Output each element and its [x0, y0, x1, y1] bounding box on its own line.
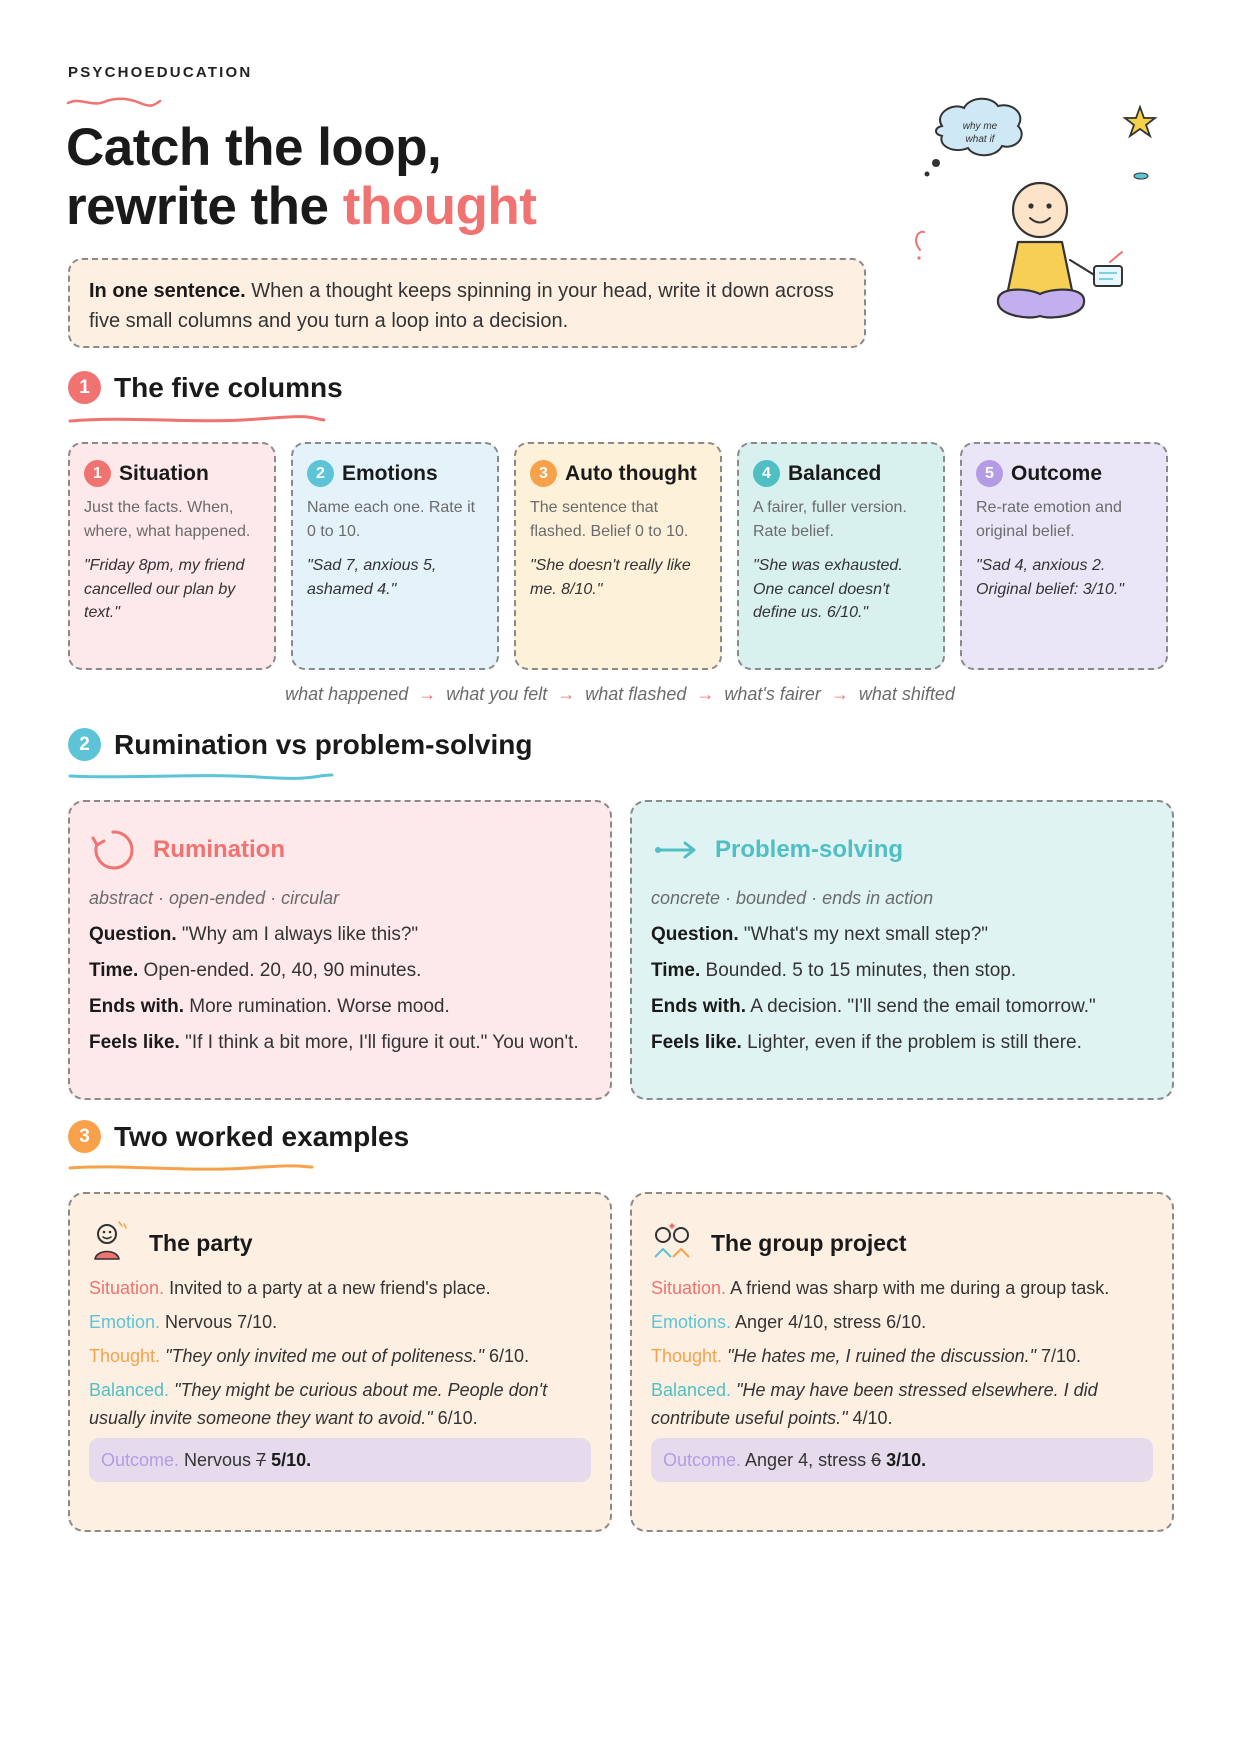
- two-people-icon: [651, 1219, 693, 1267]
- thought-cloud-icon: [936, 99, 1022, 156]
- column-2-description: Name each one. Rate it 0 to 10.: [307, 499, 476, 540]
- section-3-title: Two worked examples: [114, 1120, 410, 1152]
- star-icon: [1125, 107, 1155, 136]
- problem-solving-ends-with: Ends with. A decision. "I'll send the email tomorrow.": [651, 996, 1096, 1017]
- column-5-number: 5: [976, 460, 1003, 487]
- column-4-example: "She was exhausted. One cancel doesn't define us. 6/10.": [753, 557, 903, 621]
- arrow-right-icon: →: [830, 684, 849, 704]
- example-1-title: The party: [149, 1229, 253, 1256]
- arrow-right-icon: →: [557, 684, 576, 704]
- title-accent: thought: [342, 177, 537, 236]
- section-2-underline: [68, 770, 338, 782]
- rumination-time: Time. Open-ended. 20, 40, 90 minutes.: [89, 960, 422, 981]
- example-2-title: The group project: [711, 1229, 907, 1256]
- example-1-outcome: Outcome. Nervous 7 5/10.: [89, 1438, 591, 1482]
- section-1-underline: [68, 414, 328, 426]
- bubble-line-1: why me: [962, 121, 998, 132]
- title-line-2: [66, 177, 536, 236]
- summary-box: [68, 258, 866, 348]
- section-3-underline: [68, 1162, 318, 1174]
- column-3-number: 3: [530, 460, 557, 487]
- section-2-number: 2: [68, 728, 101, 761]
- example-1-situation: Situation. Invited to a party at a new friend's place.: [89, 1278, 491, 1298]
- flow-step: what shifted: [858, 684, 955, 704]
- rumination-question: Question. "Why am I always like this?": [89, 924, 419, 945]
- column-2-example: "Sad 7, anxious 5, ashamed 4.": [307, 557, 437, 598]
- rumination-subtitle: abstract · open-ended · circular: [89, 888, 340, 908]
- column-4-number: 4: [753, 460, 780, 487]
- person-figure: [998, 183, 1122, 317]
- column-1-description: Just the facts. When, where, what happened.: [84, 499, 251, 540]
- problem-solving-feels-like: Feels like. Lighter, even if the problem is still there.: [651, 1032, 1082, 1053]
- flow-step: what happened: [285, 684, 409, 704]
- example-1-emotion: Emotion. Nervous 7/10.: [89, 1312, 278, 1332]
- rumination-feels-like: Feels like. "If I think a bit more, I'll figure it out." You won't.: [89, 1032, 579, 1053]
- rumination-card: [68, 800, 612, 1100]
- section-1-title: The five columns: [114, 371, 343, 403]
- section-1-number: 1: [68, 371, 101, 404]
- flow-step: what you felt: [446, 684, 548, 704]
- column-5-title: Outcome: [1011, 461, 1103, 485]
- example-party-card: [68, 1192, 612, 1532]
- example-1-balanced: Balanced. "They might be curious about me. People don't usually invite someone they want to avoid." 6/10.: [89, 1380, 548, 1428]
- column-4-title: Balanced: [788, 461, 882, 485]
- problem-solving-time: Time. Bounded. 5 to 15 minutes, then stop.: [651, 960, 1017, 981]
- column-balanced: [737, 442, 945, 670]
- column-3-example: "She doesn't really like me. 8/10.": [530, 557, 691, 598]
- column-5-example: "Sad 4, anxious 2. Original belief: 3/10.": [976, 557, 1124, 598]
- bubble-line-2: what if: [965, 134, 995, 145]
- column-2-number: 2: [307, 460, 334, 487]
- flow-step: what's fairer: [724, 684, 821, 704]
- title-line-1: Catch the loop,: [66, 118, 442, 177]
- page-title: [66, 118, 536, 236]
- section-2-heading: [68, 728, 532, 761]
- column-2-title: Emotions: [342, 461, 438, 485]
- problem-solving-card: [630, 800, 1174, 1100]
- example-2-outcome: Outcome. Anger 4, stress 6 3/10.: [651, 1438, 1153, 1482]
- arrow-right-icon: [651, 826, 699, 874]
- example-2-thought: Thought. "He hates me, I ruined the discussion." 7/10.: [651, 1346, 1082, 1366]
- example-group-project-card: [630, 1192, 1174, 1532]
- example-2-situation: Situation. A friend was sharp with me during a group task.: [651, 1278, 1110, 1298]
- column-5-description: Re-rate emotion and original belief.: [976, 499, 1122, 540]
- column-emotions: [291, 442, 499, 670]
- kicker: PSYCHOEDUCATION: [68, 64, 253, 81]
- title-line-2-plain: rewrite the: [66, 177, 343, 236]
- problem-solving-title: Problem-solving: [715, 836, 904, 863]
- flow-step: what flashed: [585, 684, 687, 704]
- section-2-title: Rumination vs problem-solving: [114, 728, 533, 760]
- section-3-heading: [68, 1120, 409, 1153]
- column-flow: [0, 684, 1240, 705]
- column-auto-thought: [514, 442, 722, 670]
- section-1-heading: [68, 371, 343, 404]
- column-1-example: "Friday 8pm, my friend cancelled our plan by text.": [84, 557, 245, 621]
- column-1-title: Situation: [119, 461, 209, 485]
- thinking-person-illustration: [900, 90, 1180, 350]
- summary-lead: In one sentence.: [89, 280, 246, 302]
- rumination-ends-with: Ends with. More rumination. Worse mood.: [89, 996, 450, 1017]
- example-2-balanced: Balanced. "He may have been stressed elsewhere. I did contribute useful points." 4/10.: [651, 1380, 1098, 1428]
- column-1-number: 1: [84, 460, 111, 487]
- circular-loop-icon: [89, 826, 137, 874]
- rumination-title: Rumination: [153, 836, 285, 863]
- person-smile-icon: [89, 1219, 131, 1267]
- kicker-squiggle: [66, 96, 162, 108]
- column-4-description: A fairer, fuller version. Rate belief.: [753, 499, 907, 540]
- column-3-title: Auto thought: [565, 461, 697, 485]
- section-3-number: 3: [68, 1120, 101, 1153]
- column-situation: [68, 442, 276, 670]
- example-1-thought: Thought. "They only invited me out of politeness." 6/10.: [89, 1346, 530, 1366]
- example-2-emotion: Emotions. Anger 4/10, stress 6/10.: [651, 1312, 927, 1332]
- column-3-description: The sentence that flashed. Belief 0 to 10.: [530, 499, 689, 540]
- column-outcome: [960, 442, 1168, 670]
- problem-solving-question: Question. "What's my next small step?": [651, 924, 989, 945]
- problem-solving-subtitle: concrete · bounded · ends in action: [651, 888, 934, 908]
- summary-text: When a thought keeps spinning in your head, write it down across five small columns and you turn a loop into a decision.: [89, 280, 834, 332]
- arrow-right-icon: →: [418, 684, 437, 704]
- arrow-right-icon: →: [696, 684, 715, 704]
